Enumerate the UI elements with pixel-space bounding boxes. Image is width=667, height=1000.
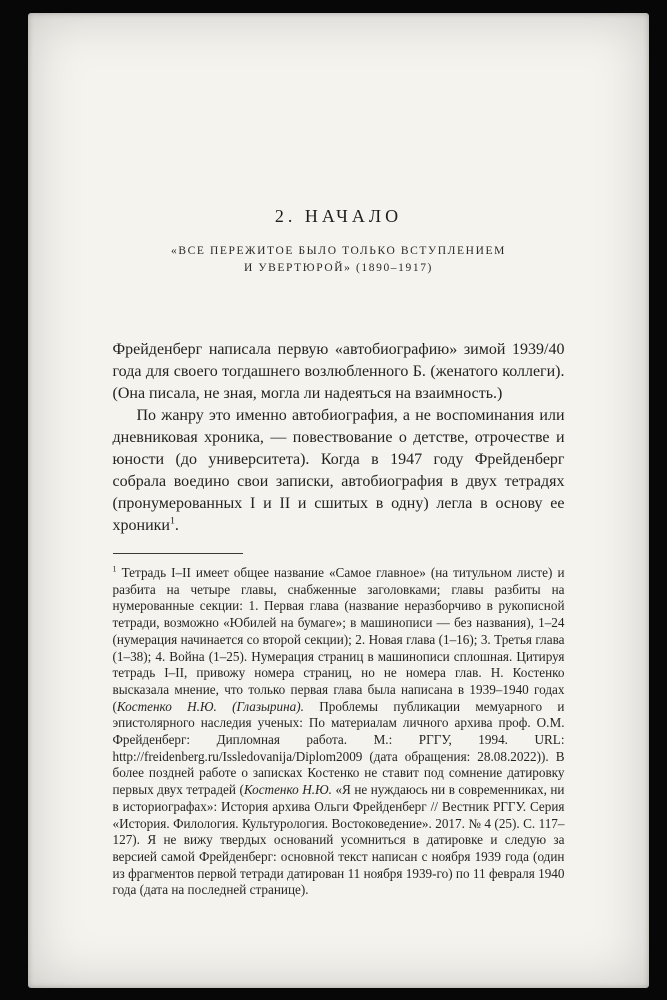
book-page bbox=[28, 13, 649, 988]
body-paragraph-1: Фрейденберг написала первую «автобиографию» зимой 1939/40 года для своего тогдашнего возлюбленного Б. (женатого коллеги). (Она писала, не зная, могла ли надеяться на взаимность.) bbox=[112, 341, 565, 402]
footnote-separator-rule bbox=[113, 553, 243, 554]
chapter-subtitle bbox=[113, 243, 565, 277]
footnote-citation-author-2: Костенко Н.Ю. bbox=[243, 782, 332, 798]
chapter-title: 2. НАЧАЛО bbox=[274, 206, 403, 226]
footnote-marker-superscript: 1 bbox=[112, 564, 117, 574]
text-column bbox=[113, 13, 565, 899]
body-paragraph-2 bbox=[113, 405, 565, 537]
footnote-citation-author-1: Костенко Н.Ю. (Глазырина). bbox=[116, 698, 304, 714]
chapter-subtitle-line2: И УВЕРТЮРОЙ» (1890–1917) bbox=[244, 262, 433, 274]
footnote-text-segment-2: Проблемы публикации мемуарного и эпистолярного наследия ученых: По материалам личного архива проф. О.М. Фрейденберг: Дипломная работа. М.: РГГУ, 1994. URL: http://freidenberg.ru/Issledovanija/Diplom2009 (дата обращения: 28.08.2022)). В более поздней работе о записках Костенко не ставит под сомнение датировку первых двух тетрадей ( bbox=[112, 698, 565, 798]
footnote-1 bbox=[113, 565, 565, 899]
footnote-text-segment-1: Тетрадь I–II имеет общее название «Самое главное» (на титульном листе) и разбита на четыре главы, снабженные заголовками; главы разбиты на нумерованные секции: 1. Первая глава (название неразборчиво в рукописной тетради, возможно «Юбилей на бумаге»; в машинописи — без названия), 1–24 (нумерация начинается со второй секции); 2. Новая глава (1–16); 3. Третья глава (1–38); 4. Война (1–25). Нумерация страниц в машинописи сплошная. Цитируя тетрадь I–II, привожу номера страниц, но не номера глав. Н. Костенко высказала мнение, что только первая глава была написана в 1939–1940 годах ( bbox=[112, 565, 565, 714]
chapter-subtitle-line1: «ВСЕ ПЕРЕЖИТОЕ БЫЛО ТОЛЬКО ВСТУПЛЕНИЕМ bbox=[171, 245, 506, 257]
body-paragraph-2-text: По жанру это именно автобиография, а не воспоминания или дневниковая хроника, — повествование о детстве, отрочестве и юности (до университета). Когда в 1947 году Фрейденберг собрала воедино свои записки, автобиография в двух тетрадях (пронумерованных I и II и сшитых в одну) легла в основу ее хроники bbox=[112, 407, 565, 534]
footnote-text-segment-3: «Я не нуждаюсь ни в современниках, ни в историографах»: История архива Ольги Фрейденберг // Вестник РГГУ. Серия «История. Филология. Культурология. Востоковедение». 2017. № 4 (25). С. 117–127). Я не вижу твердых оснований усомниться в датировке и следую за версией самой Фрейденберг: основной текст написан с ноября 1939 года (один из фрагментов первой тетради датирован 11 ноября 1939-го) по 11 февраля 1940 года (дата на последней странице). bbox=[112, 782, 565, 898]
footnote-reference-superscript: 1 bbox=[169, 515, 175, 527]
body-paragraph-2-period: . bbox=[174, 517, 179, 534]
